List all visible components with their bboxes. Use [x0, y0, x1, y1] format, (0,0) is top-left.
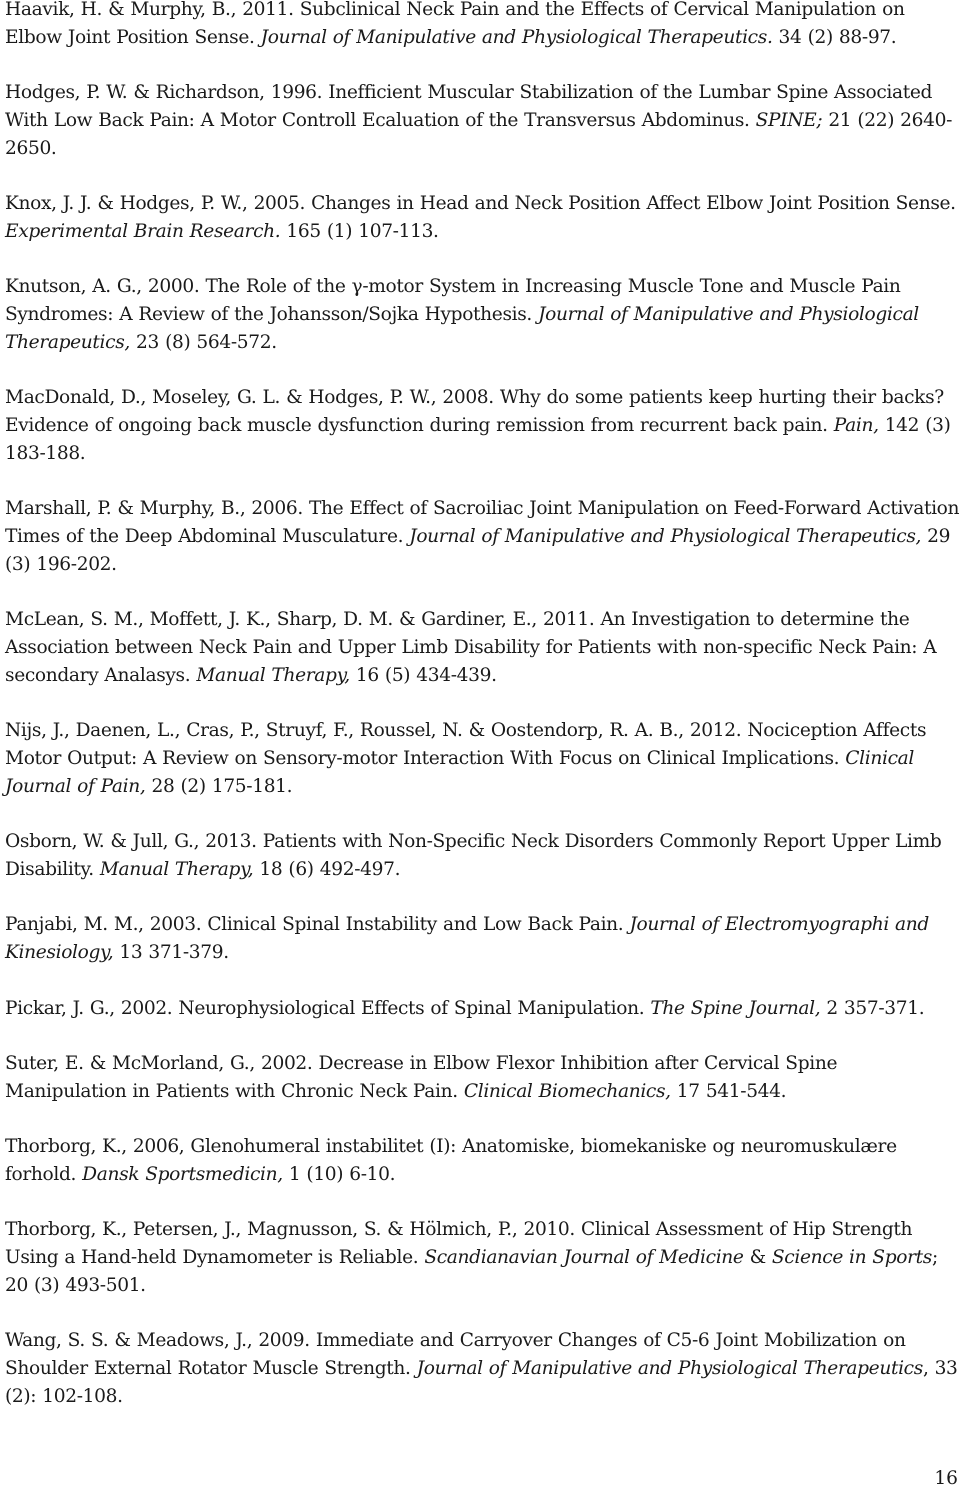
reference-entry: Thorborg, K., Petersen, J., Magnusson, S. & Hölmich, P., 2010. Clinical Assessment of Hip Strength Using a Hand-held Dynamometer is Reliable. Scandianavian Journal of Medicine & Science in Sports; 20 (3) 493-501.: [5, 1219, 938, 1297]
reference-entry: Osborn, W. & Jull, G., 2013. Patients with Non-Specific Neck Disorders Commonly Report Upper Limb Disability. Manual Therapy, 18 (6) 492-497.: [5, 831, 942, 881]
page-number: 16: [934, 1468, 958, 1489]
reference-list: [5, 0, 960, 1438]
reference-entry: Knox, J. J. & Hodges, P. W., 2005. Changes in Head and Neck Position Affect Elbow Joint Position Sense. Experimental Brain Research. 165 (1) 107-113.: [5, 193, 956, 242]
reference-entry: Knutson, A. G., 2000. The Role of the γ-motor System in Increasing Muscle Tone and Muscle Pain Syndromes: A Review of the Johansson/Sojka Hypothesis. Journal of Manipulative and Physiological Therapeutics, 23 (8) 564-572.: [5, 276, 919, 353]
reference-entry: Haavik, H. & Murphy, B., 2011. Subclinical Neck Pain and the Effects of Cervical Manipulation on Elbow Joint Position Sense. Journal of Manipulative and Physiological Therapeutics. 34 (2) 88-97.: [5, 0, 905, 48]
reference-entry: Marshall, P. & Murphy, B., 2006. The Effect of Sacroiliac Joint Manipulation on Feed-Forward Activation Times of the Deep Abdominal Musculature. Journal of Manipulative and Physiological Therapeutics, 29 (3) 196-202.: [5, 498, 960, 575]
reference-entry: Wang, S. S. & Meadows, J., 2009. Immediate and Carryover Changes of C5-6 Joint Mobilization on Shoulder External Rotator Muscle Strength. Journal of Manipulative and Physiological Therapeutics, 33 (2): 102-108.: [5, 1330, 958, 1407]
reference-entry: Panjabi, M. M., 2003. Clinical Spinal Instability and Low Back Pain. Journal of Electromyographi and Kinesiology, 13 371-379.: [5, 914, 929, 964]
reference-entry: Suter, E. & McMorland, G., 2002. Decrease in Elbow Flexor Inhibition after Cervical Spine Manipulation in Patients with Chronic Neck Pain. Clinical Biomechanics, 17 541-544.: [5, 1053, 838, 1102]
reference-entry: MacDonald, D., Moseley, G. L. & Hodges, P. W., 2008. Why do some patients keep hurting their backs? Evidence of ongoing back muscle dysfunction during remission from recurrent back pain. Pain, 142 (3) 183-188.: [5, 387, 951, 464]
reference-entry: Hodges, P. W. & Richardson, 1996. Inefficient Muscular Stabilization of the Lumbar Spine Associated With Low Back Pain: A Motor Controll Ecaluation of the Transversus Abdominus. SPINE; 21 (22) 2640-2650.: [5, 82, 953, 159]
reference-entry: McLean, S. M., Moffett, J. K., Sharp, D. M. & Gardiner, E., 2011. An Investigation to determine the Association between Neck Pain and Upper Limb Disability for Patients with non-specific Neck Pain: A secondary Analasys. Manual Therapy, 16 (5) 434-439.: [5, 609, 937, 686]
reference-entry: Pickar, J. G., 2002. Neurophysiological Effects of Spinal Manipulation. The Spine Journal, 2 357-371.: [5, 997, 925, 1019]
reference-entry: Thorborg, K., 2006, Glenohumeral instabilitet (I): Anatomiske, biomekaniske og neuromuskulære forhold. Dansk Sportsmedicin, 1 (10) 6-10.: [5, 1136, 897, 1186]
reference-entry: Nijs, J., Daenen, L., Cras, P., Struyf, F., Roussel, N. & Oostendorp, R. A. B., 2012. Nociception Affects Motor Output: A Review on Sensory-motor Interaction With Focus on Clinical Implications. Clinical Journal of Pain, 28 (2) 175-181.: [5, 720, 927, 797]
